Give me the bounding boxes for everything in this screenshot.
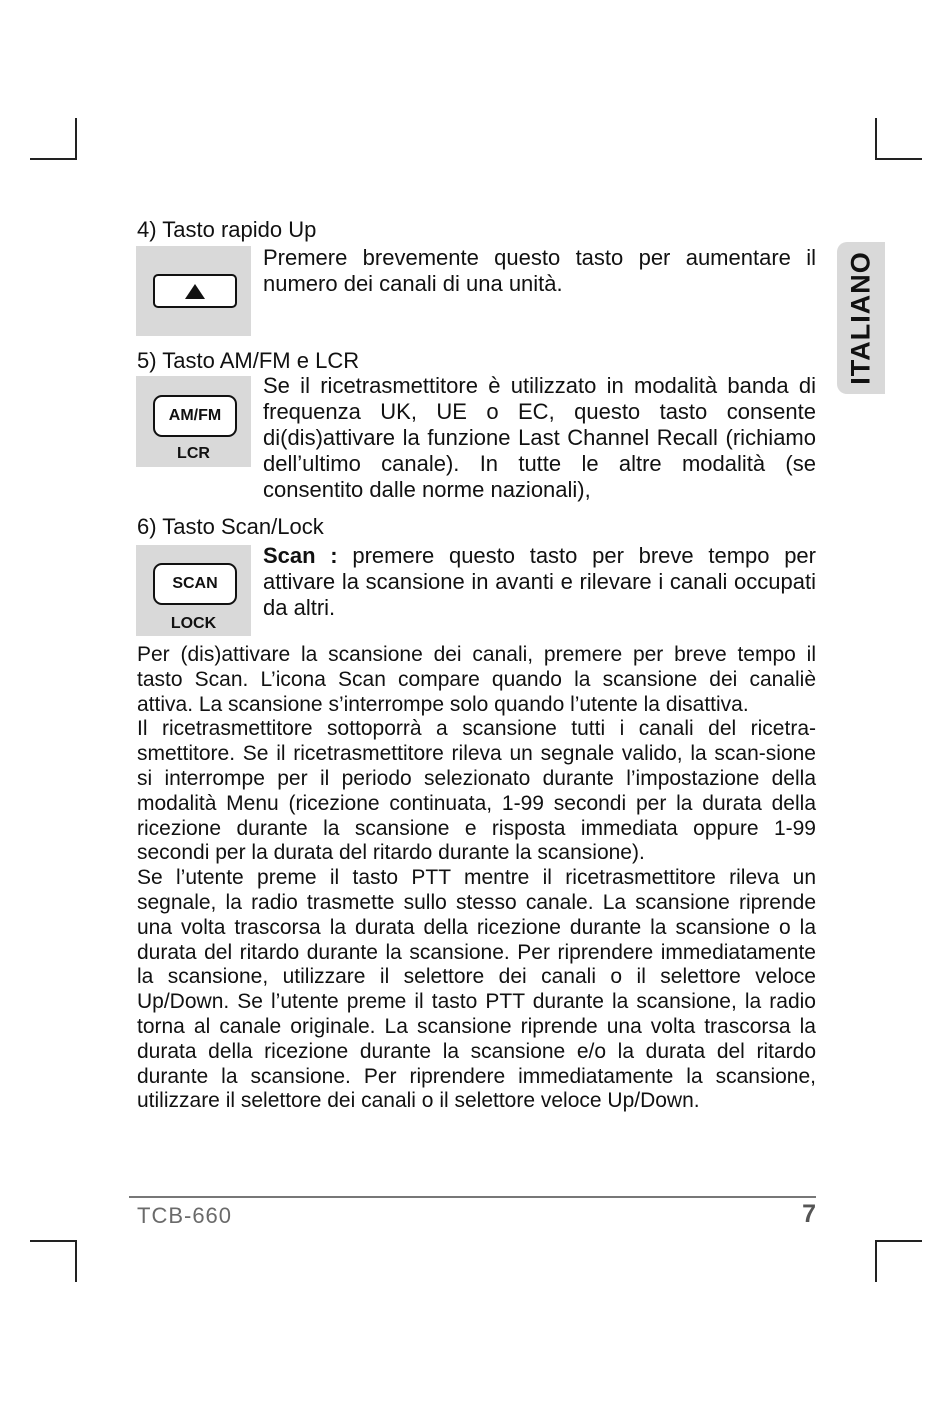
crop-mark [876, 158, 922, 160]
amfm-key-illustration [136, 376, 251, 467]
crop-mark [30, 158, 76, 160]
crop-mark [75, 118, 77, 160]
section-heading-scan-key: 6) Tasto Scan/Lock [137, 514, 324, 539]
language-tab [837, 242, 885, 394]
amfm-key-label: AM/FM [168, 407, 222, 424]
up-key-button [153, 274, 237, 308]
section-heading-amfm-key: 5) Tasto AM/FM e LCR [137, 348, 360, 373]
lock-key-label: LOCK [170, 615, 217, 632]
language-tab-label: ITALIANO [845, 251, 876, 385]
footer-rule [129, 1196, 816, 1198]
page-number: 7 [802, 1200, 816, 1228]
section-description-scan-key [263, 543, 816, 621]
lcr-key-label: LCR [177, 445, 210, 462]
crop-mark [30, 1240, 76, 1242]
crop-mark [875, 1240, 877, 1282]
section-description-up-key: Premere brevemente questo tasto per aumentare il numero dei canali di una unità. [263, 245, 816, 296]
scan-key-illustration [136, 545, 251, 636]
footer-model: TCB-660 [137, 1203, 233, 1228]
body-paragraph: Per (dis)attivare la scansione dei canali, premere per breve tempo il tasto Scan. L’icona Scan compare quando la scansione dei canaliè attiva. La scansione s’interrompe solo quando l’utente la disattiva. [137, 643, 816, 716]
scan-key-label: SCAN [172, 575, 218, 592]
crop-mark [875, 118, 877, 160]
up-key-illustration [136, 246, 251, 336]
section-description-amfm-key: Se il ricetrasmettitore è utilizzato in modalità banda di frequenza UK, UE o EC, questo tasto consente di(dis)attivare la funzione Last Channel Recall (richiamo dell’ultimo canale). In tutte le altre modalità (se consentito dalle norme nazionali), [263, 373, 816, 502]
body-paragraph: Il ricetrasmettitore sottoporrà a scansione tutti i canali del ricetra-smettitore. Se il ricetrasmettitore rileva un segnale valido, la scan-sione si interrompe per il periodo selezionato durante l’impostazione della modalità Menu (ricezione continuata, 1-99 secondi per la durata della ricezione durante la scansione e risposta immediata oppure 1-99 secondi per la durata del ritardo durante la scansione). [137, 717, 816, 865]
up-triangle-icon [185, 284, 205, 299]
section-heading-up-key: 4) Tasto rapido Up [137, 217, 317, 242]
crop-mark [75, 1240, 77, 1282]
scan-bold-label: Scan : [263, 543, 338, 568]
scan-key-button [153, 563, 237, 605]
body-text [137, 643, 816, 1114]
crop-mark [876, 1240, 922, 1242]
scan-description-text: premere questo tasto per breve tempo per attivare la scansione in avanti e rilevare i canali occupati da altri. [263, 543, 816, 620]
amfm-key-button [153, 395, 237, 437]
body-paragraph: Se l’utente preme il tasto PTT mentre il ricetrasmettitore rileva un segnale, la radio trasmette sullo stesso canale. La scansione riprende una volta trascorsa la durata della ricezione durante la scansione o la durata del ritardo durante la scansione. Per riprendere immediatamente la scansione, utilizzare il selettore dei canali o il selettore veloce Up/Down. Se l’utente preme il tasto PTT durante la scansione, la radio torna al canale originale. La scansione riprende una volta trascorsa la durata della ricezione durante la scansione e/o la durata del ritardo durante la scansione. Per riprendere immediatamente la scansione, utilizzare il selettore dei canali o il selettore veloce Up/Down. [137, 866, 816, 1113]
